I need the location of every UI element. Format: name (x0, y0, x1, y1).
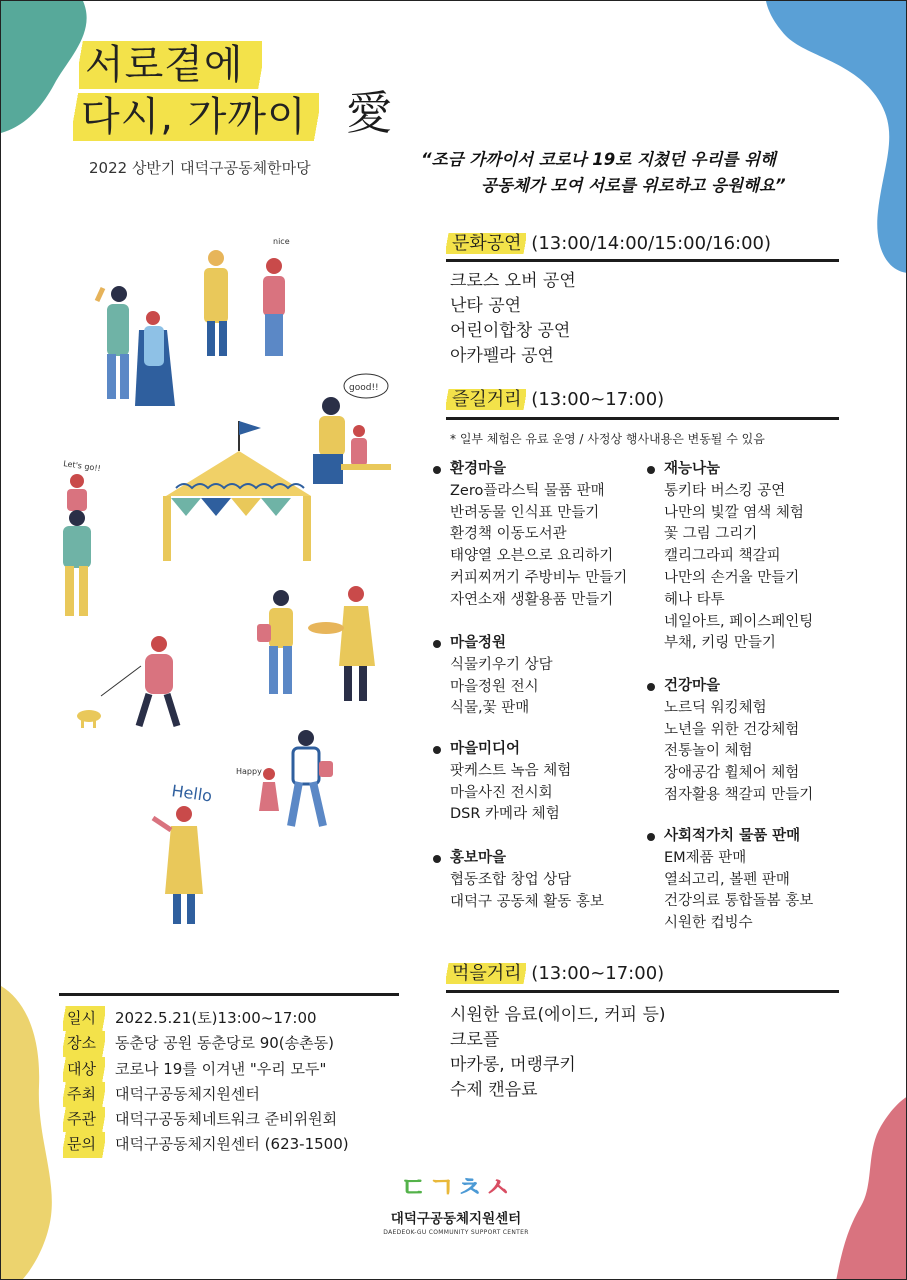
info-row (63, 1006, 349, 1031)
culture-divider (446, 259, 839, 262)
blue-corner-blob (766, 1, 907, 276)
info-key: 주관 (63, 1107, 105, 1132)
info-value: 대덕구공동체네트워크 준비위원회 (115, 1110, 338, 1129)
list-item: 식물키우기 상담 (450, 656, 553, 673)
group-title: 건강마을 (664, 676, 813, 698)
info-value: 대덕구공동체지원센터 (623-1500) (115, 1135, 349, 1154)
group-promotion (450, 848, 604, 913)
logo-char: ㅅ (484, 1171, 513, 1204)
list-item: 크로스 오버 공연 (450, 271, 576, 291)
hello-text: Hello (170, 781, 214, 806)
list-item: 협동조합 창업 상담 (450, 871, 572, 888)
list-item: 노르딕 워킹체험 (664, 699, 767, 716)
culture-heading (446, 229, 771, 255)
info-key: 장소 (63, 1031, 105, 1056)
list-item: 태양열 오븐으로 요리하기 (450, 548, 614, 565)
food-list (450, 1003, 666, 1103)
list-item: 환경책 이동도서관 (450, 526, 567, 543)
info-row (63, 1107, 349, 1132)
culture-time: (13:00/14:00/15:00/16:00) (531, 233, 772, 254)
title-line-1: 서로곁에 (79, 41, 262, 89)
list-item: 노년을 위한 건강체험 (664, 721, 800, 738)
couple-figure (97, 286, 175, 406)
quote-line-1: “조금 가까이서 코로나 19로 지쳤던 우리를 위해 (421, 150, 776, 169)
pink-corner-blob (836, 1096, 907, 1280)
list-item: 커피찌꺼기 주방비누 만들기 (450, 569, 628, 586)
info-row (63, 1132, 349, 1157)
info-row (63, 1057, 349, 1082)
quote (421, 147, 851, 199)
waving-woman-figure (153, 781, 213, 924)
group-media (450, 739, 571, 826)
fun-divider (446, 417, 839, 420)
list-item: Zero플라스틱 물품 판매 (450, 482, 605, 499)
event-info (63, 1006, 349, 1158)
list-item: 통키타 버스킹 공연 (664, 482, 786, 499)
fun-note: * 일부 체험은 유료 운영 / 사정상 행사내용은 변동될 수 있음 (450, 432, 765, 446)
dog-walker-figure (77, 636, 177, 728)
info-divider (59, 993, 399, 996)
info-value: 코로나 19를 이겨낸 "우리 모두" (115, 1059, 327, 1078)
subtitle: 2022 상반기 대덕구공동체한마당 (89, 159, 311, 177)
gold-corner-blob (1, 986, 61, 1280)
list-item: 나만의 손거울 만들기 (664, 569, 800, 586)
logo-char: ㅊ (456, 1171, 485, 1204)
fun-time: (13:00~17:00) (531, 389, 665, 410)
group-title: 재능나눔 (664, 459, 813, 481)
info-key: 주최 (63, 1082, 105, 1107)
culture-list (450, 269, 576, 369)
title-love-char: 愛 (346, 86, 392, 140)
fun-label: 즐길거리 (446, 389, 526, 410)
list-item: 크로플 (450, 1030, 500, 1050)
list-item: 나만의 빛깔 염색 체험 (664, 504, 804, 521)
happy-text: Happy (236, 767, 262, 776)
food-label: 먹을거리 (446, 963, 526, 984)
walking-family-figure (236, 730, 333, 826)
logo-name: 대덕구공동체지원센터 (390, 1211, 522, 1227)
logo-english: DAEDEOK-GU COMMUNITY SUPPORT CENTER (383, 1229, 529, 1236)
list-item: 대덕구 공동체 활동 홍보 (450, 893, 604, 910)
list-item: 시원한 음료(에이드, 커피 등) (450, 1005, 666, 1025)
list-item: 마을정원 전시 (450, 678, 539, 695)
list-item: 장애공감 휠체어 체험 (664, 765, 800, 782)
list-item: 수제 캔음료 (450, 1080, 538, 1100)
list-item: 어린이합창 공연 (450, 321, 571, 341)
festival-illustration (41, 226, 421, 946)
group-title: 홍보마을 (450, 848, 604, 870)
info-row (63, 1031, 349, 1056)
info-value: 2022.5.21(토)13:00~17:00 (115, 1009, 317, 1027)
list-item: 식물,꽃 판매 (450, 700, 530, 717)
group-title: 사회적가치 물품 판매 (664, 826, 813, 848)
info-key: 문의 (63, 1132, 105, 1157)
list-item: 건강의료 통합돌봄 홍보 (664, 893, 814, 910)
nice-text: nice (273, 237, 290, 246)
list-item: 아카펠라 공연 (450, 346, 554, 366)
info-key: 일시 (63, 1006, 105, 1031)
list-item: 부채, 키링 만들기 (664, 635, 776, 652)
group-environment (450, 459, 627, 612)
list-item: DSR 카메라 체험 (450, 806, 560, 823)
father-child-figure (63, 459, 102, 616)
vendor-figure (204, 237, 290, 356)
list-item: 시원한 컵빙수 (664, 915, 753, 932)
list-item: 마을사진 전시회 (450, 784, 553, 801)
group-title: 마을미디어 (450, 739, 571, 761)
culture-label: 문화공연 (446, 233, 526, 254)
group-social-value (664, 826, 813, 935)
logo-char: ㄱ (427, 1171, 456, 1204)
list-item: 꽃 그림 그리기 (664, 526, 758, 543)
info-value: 대덕구공동체지원센터 (115, 1084, 260, 1103)
lets-go-text: Let's go!! (62, 459, 102, 474)
group-title: 환경마을 (450, 459, 627, 481)
list-item: 자연소재 생활용품 만들기 (450, 591, 614, 608)
logo-mark (351, 1171, 561, 1205)
info-value: 동춘당 공원 동춘당로 90(송촌동) (115, 1034, 334, 1053)
food-time: (13:00~17:00) (531, 963, 665, 984)
fun-heading (446, 385, 664, 411)
group-title: 마을정원 (450, 633, 553, 655)
center-logo (351, 1171, 561, 1236)
list-item: 전통놀이 체험 (664, 743, 753, 760)
logo-char: ㄷ (399, 1171, 428, 1204)
list-item: 열쇠고리, 볼펜 판매 (664, 871, 790, 888)
group-health (664, 676, 813, 807)
quote-line-2: 공동체가 모여 서로를 위로하고 응원해요” (481, 176, 786, 195)
good-text: good!! (349, 383, 379, 393)
list-item: 반려동물 인식표 만들기 (450, 504, 600, 521)
info-key: 대상 (63, 1057, 105, 1082)
list-item: 팟케스트 녹음 체험 (450, 762, 572, 779)
title-line-2: 다시, 가까이 (73, 93, 319, 141)
info-row (63, 1082, 349, 1107)
food-heading (446, 959, 664, 985)
list-item: 점자활용 책갈피 만들기 (664, 786, 814, 803)
list-item: 마카롱, 머랭쿠키 (450, 1055, 576, 1075)
list-item: 난타 공연 (450, 296, 522, 316)
group-talent (664, 459, 813, 655)
group-garden (450, 633, 553, 720)
tent-figure (163, 421, 311, 561)
list-item: EM제품 판매 (664, 849, 747, 866)
cook-scene-figure (257, 586, 375, 701)
list-item: 네일아트, 페이스페인팅 (664, 613, 814, 630)
bench-family-figure (313, 374, 391, 484)
food-divider (446, 990, 839, 993)
list-item: 캘리그라피 책갈피 (664, 548, 781, 565)
list-item: 헤나 타투 (664, 591, 725, 608)
